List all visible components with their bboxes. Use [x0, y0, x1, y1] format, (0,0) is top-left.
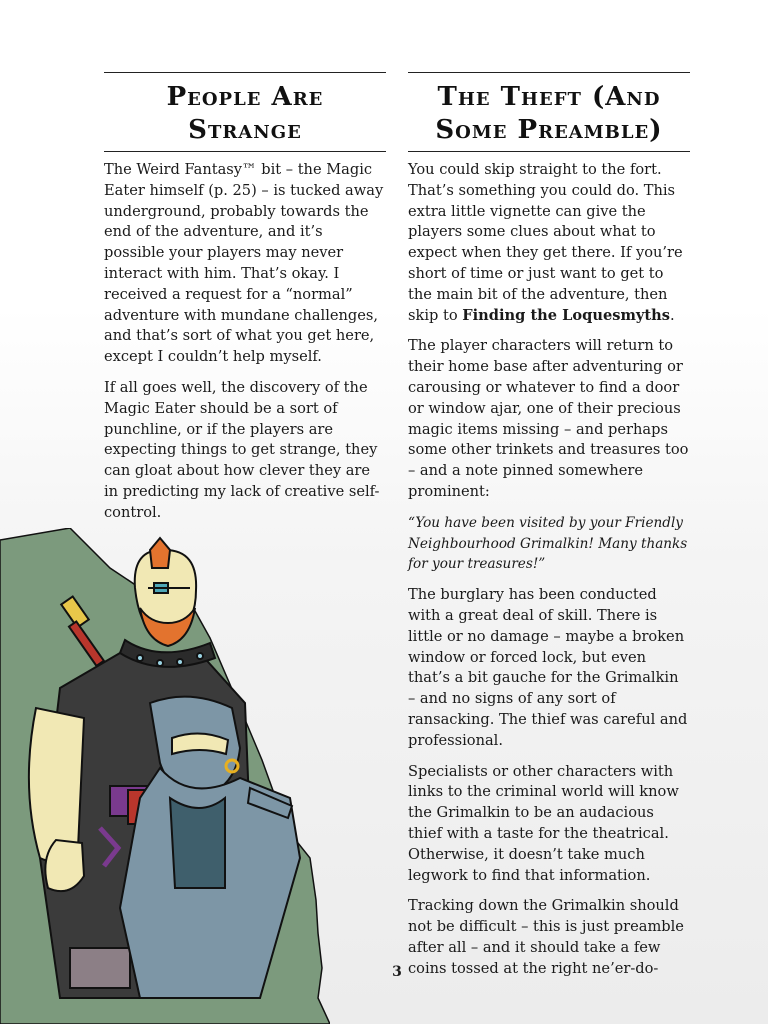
paragraph: The Weird Fantasy™ bit – the Magic Eater himself (p. 25) – is tucked away underground, probably towards the end of the adventure, and it’s possible your players may never interact with him. That’s okay. I received a request for a “normal” adventure with mundane challenges, and that’s sort of what you get here, except I couldn’t help myself. [104, 161, 384, 366]
paragraph-end: . [669, 306, 675, 324]
paragraph-text: You could skip straight to the fort. That’s something you could do. This extra little vignette can give the players some clues about what to expect when they get there. If you’re short of time or just want to get to the main bit of the adventure, then skip to [408, 161, 683, 324]
right-body [408, 152, 690, 979]
paragraph: Tracking down the Grimalkin should not be difficult – this is just preamble after all – and it should take a few coins tossed at the right ne’er-do- [408, 897, 684, 977]
section-heading-the-theft [408, 73, 690, 151]
character-illustration [0, 528, 330, 1024]
heading-line-2: Strange [188, 115, 302, 145]
right-column [408, 72, 690, 989]
paragraph: The player characters will return to their home base after adventuring or carousing or whatever to find a door or window ajar, one of their precious magic items missing – and perhaps some other trinkets and treasures too – and a note pinned somewhere prominent: [408, 337, 689, 500]
paragraph: Specialists or other characters with links to the criminal world will know the Grimalkin to be an audacious thief with a taste for the theatrical. Otherwise, it doesn’t take much legwork to find that information. [408, 762, 679, 884]
section-heading-people-are-strange [104, 73, 386, 151]
paragraph: The burglary has been conducted with a great deal of skill. There is little or no damage – maybe a broken window or forced lock, but even that’s a bit gauche for the Grimalkin – and no signs of any sort of ransacking. The thief was careful and professional. [408, 586, 688, 749]
paragraph: If all goes well, the discovery of the Magic Eater should be a sort of punchline, or if the players are expecting things to get strange, they can gloat about how clever they are in predicting my lack of creative self-control. [104, 378, 380, 521]
heading-line-1: People Are [166, 82, 324, 112]
cross-reference: Finding the Loquesmyths [462, 306, 670, 324]
heading-line-2: Some Preamble) [435, 115, 663, 145]
left-column [104, 72, 386, 534]
page-number: 3 [392, 964, 402, 980]
paragraph [408, 160, 690, 326]
heading-line-1: The Theft (And [437, 82, 661, 112]
left-body [104, 152, 386, 524]
quoted-note: “You have been visited by your Friendly Neighbourhood Grimalkin! Many thanks for your treasures!” [408, 514, 688, 573]
